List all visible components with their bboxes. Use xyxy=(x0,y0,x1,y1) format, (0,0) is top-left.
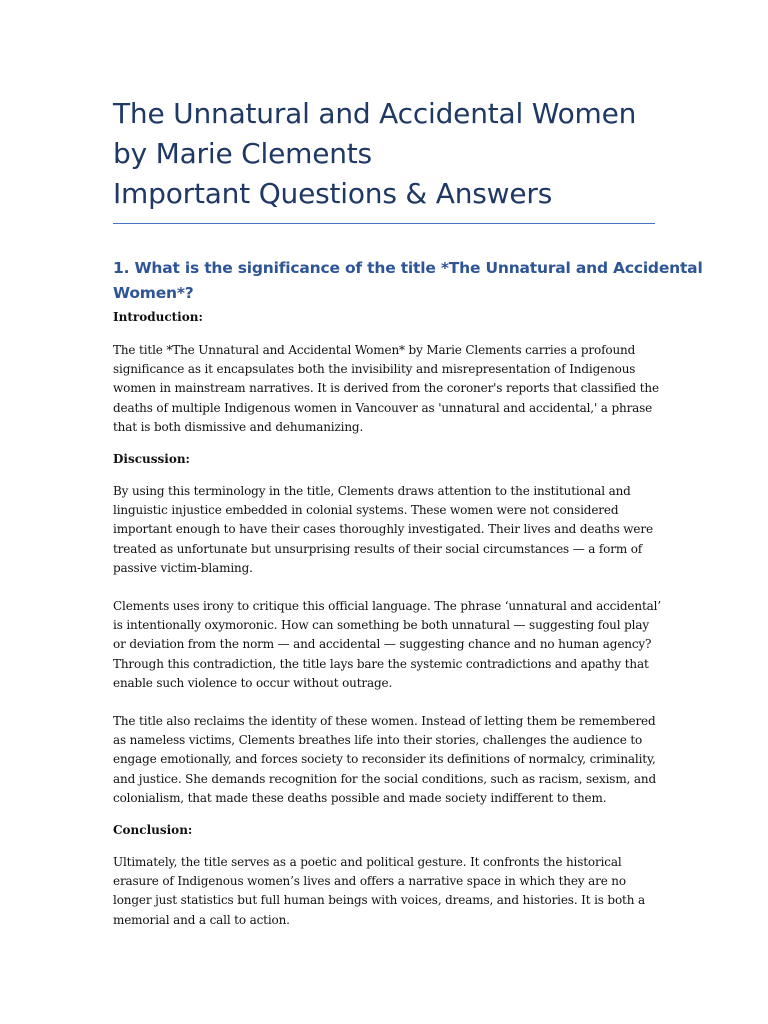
question-heading xyxy=(113,256,703,306)
paragraph-line: significance as it encapsulates both the invisibility and misrepresentation of Indigenous xyxy=(113,362,636,377)
paragraph-line: The title also reclaims the identity of these women. Instead of letting them be remembered xyxy=(113,714,656,729)
heading-line: Women*? xyxy=(113,284,194,302)
paragraph-line: engage emotionally, and forces society to reconsider its definitions of normalcy, criminality, xyxy=(113,752,656,767)
conclusion-label: Conclusion: xyxy=(113,823,193,838)
paragraph-line: is intentionally oxymoronic. How can something be both unnatural — suggesting foul play xyxy=(113,618,649,633)
paragraph-line: Ultimately, the title serves as a poetic and political gesture. It confronts the historical xyxy=(113,855,622,870)
paragraph-line: treated as unfortunate but unsurprising results of their social circumstances — a form of xyxy=(113,541,643,556)
document-title xyxy=(113,94,655,214)
paragraph-line: important enough to have their cases thoroughly investigated. Their lives and deaths were xyxy=(113,522,653,537)
discussion-label: Discussion: xyxy=(113,452,190,467)
paragraph-line: passive victim-blaming. xyxy=(113,560,253,575)
paragraph-line: The title *The Unnatural and Accidental Women* by Marie Clements carries a profound xyxy=(113,343,636,357)
conclusion-paragraph xyxy=(113,853,655,930)
discussion-paragraph-3 xyxy=(113,712,655,808)
title-line: The Unnatural and Accidental Women xyxy=(113,97,637,130)
paragraph-line: memorial and a call to action. xyxy=(113,912,290,927)
paragraph-line: longer just statistics but full human beings with voices, dreams, and histories. It is both a xyxy=(113,893,645,908)
title-line: by Marie Clements xyxy=(113,137,372,170)
paragraph-line: Clements uses irony to critique this official language. The phrase ‘unnatural and accidental’ xyxy=(113,599,661,614)
paragraph-line: or deviation from the norm — and accidental — suggesting chance and no human agency? xyxy=(113,637,652,652)
introduction-label: Introduction: xyxy=(113,310,203,324)
paragraph-line: By using this terminology in the title, Clements draws attention to the institutional and xyxy=(113,484,631,499)
heading-line: 1. What is the significance of the title *The Unnatural and Accidental xyxy=(113,259,703,277)
paragraph-line: enable such violence to occur without outrage. xyxy=(113,675,393,690)
discussion-paragraph-2 xyxy=(113,597,661,693)
paragraph-line: that is both dismissive and dehumanizing. xyxy=(113,419,364,434)
paragraph-line: colonialism, that made these deaths possible and made society indifferent to them. xyxy=(113,790,607,805)
paragraph-line: women in mainstream narratives. It is derived from the coroner's reports that classified the xyxy=(113,381,659,396)
paragraph-line: erasure of Indigenous women’s lives and offers a narrative space in which they are no xyxy=(113,874,626,889)
paragraph-line: linguistic injustice embedded in colonial systems. These women were not considered xyxy=(113,503,619,518)
title-line: Important Questions & Answers xyxy=(113,177,553,210)
paragraph-line: deaths of multiple Indigenous women in Vancouver as 'unnatural and accidental,' a phrase xyxy=(113,400,653,415)
paragraph-line: Through this contradiction, the title lays bare the systemic contradictions and apathy that xyxy=(113,656,649,671)
discussion-paragraph-1 xyxy=(113,482,655,578)
paragraph-line: as nameless victims, Clements breathes life into their stories, challenges the audience to xyxy=(113,733,643,748)
document-page xyxy=(113,94,703,930)
introduction-paragraph xyxy=(113,341,659,437)
title-divider xyxy=(113,223,655,224)
paragraph-line: and justice. She demands recognition for the social conditions, such as racism, sexism, and xyxy=(113,771,656,786)
